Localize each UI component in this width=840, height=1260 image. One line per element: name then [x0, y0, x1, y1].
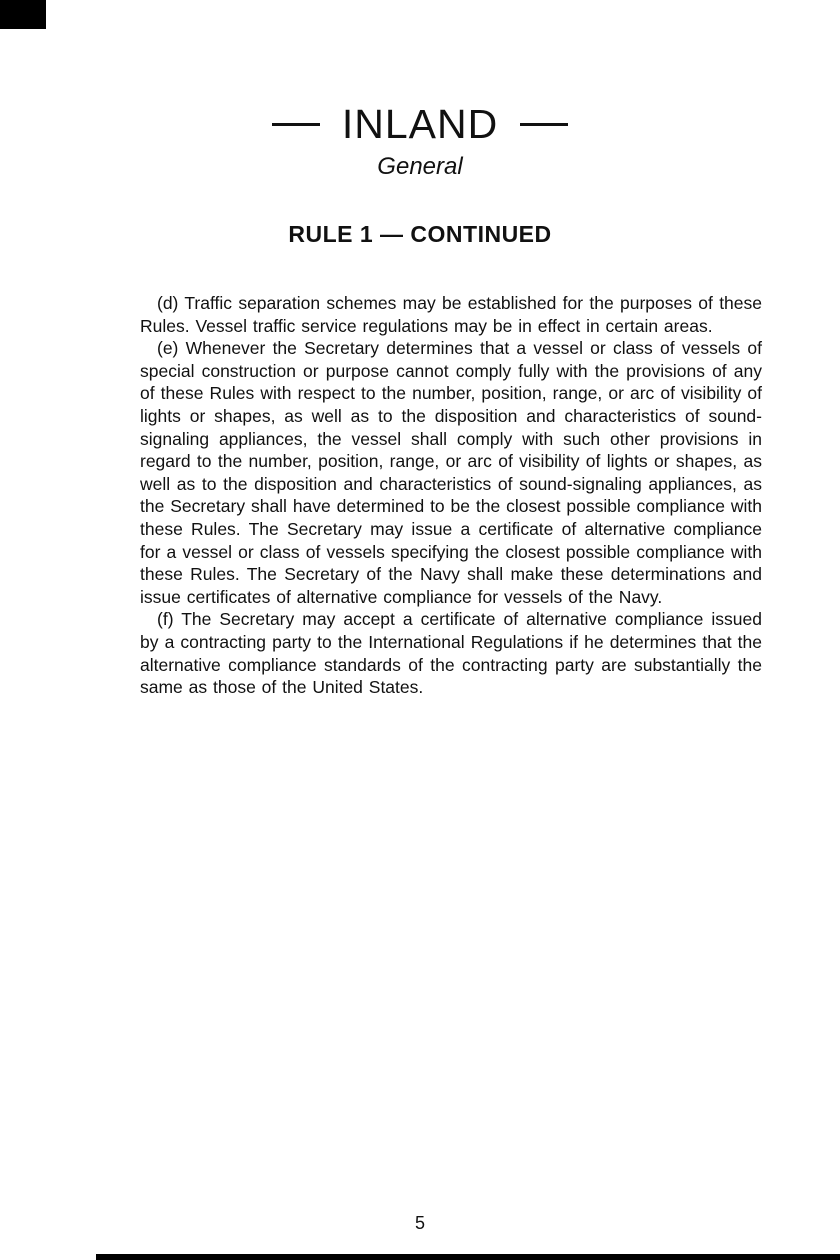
masthead	[0, 0, 840, 181]
masthead-rule-left	[272, 123, 320, 126]
title-row	[0, 101, 840, 147]
page-number: 5	[414, 1213, 425, 1233]
masthead-rule-right	[520, 123, 568, 126]
scan-artifact-top-left	[0, 0, 46, 29]
page-title: INLAND	[341, 101, 499, 147]
scan-artifact-bottom-edge	[96, 1254, 840, 1260]
paragraph-f: (f) The Secretary may accept a certificate of alternative compliance issued by a contracting party to the International Regulations if he determines that the alternative compliance standards of the contracting party are substantially the same as those of the United States.	[140, 609, 762, 698]
paragraph-d: (d) Traffic separation schemes may be established for the purposes of these Rules. Vessel traffic service regulations may be in effect in certain areas.	[140, 293, 762, 336]
section-heading: RULE 1 — CONTINUED	[288, 221, 552, 247]
paragraph-e: (e) Whenever the Secretary determines that a vessel or class of vessels of special construction or purpose cannot comply fully with the provisions of any of these Rules with respect to the number, position, range, or arc of visibility of lights or shapes, as well as to the disposition and characteristics of sound-signaling appliances, the vessel shall comply with such other provisions in regard to the number, position, range, or arc of visibility of lights or shapes, as well as to the disposition and characteristics of sound-signaling appliances, as the Secretary shall have determined to be the closest possible compliance with these Rules. The Secretary may issue a certificate of alternative compliance for a vessel or class of vessels specifying the closest possible compliance with these Rules. The Secretary of the Navy shall make these determinations and issue certificates of alternative compliance for vessels of the Navy.	[140, 338, 762, 607]
rule-text	[140, 292, 762, 699]
page-subtitle: General	[377, 153, 463, 180]
